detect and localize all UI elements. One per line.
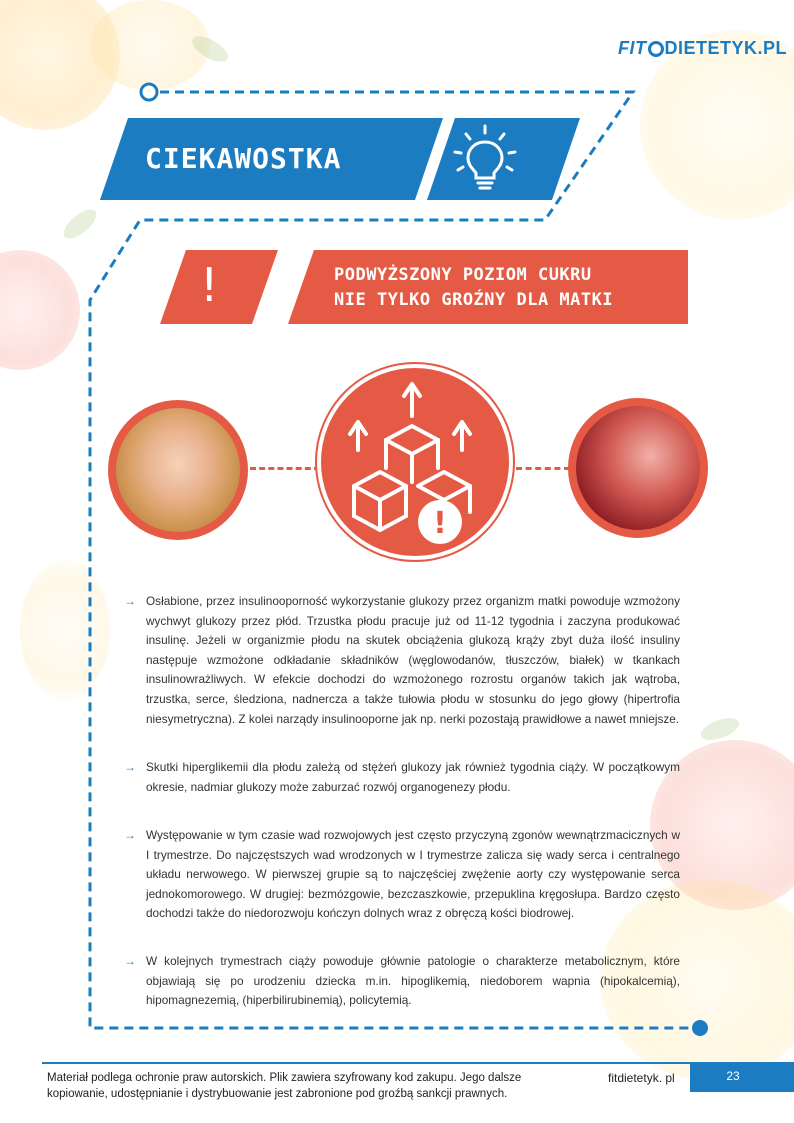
- arrow-right-icon: →: [124, 954, 136, 968]
- dashed-connector-left: [250, 467, 320, 470]
- arrow-right-icon: →: [124, 760, 136, 774]
- copyright-notice: [47, 1070, 547, 1102]
- footer-site-link[interactable]: fitdietetyk. pl: [608, 1071, 675, 1085]
- exclamation-mark: !: [200, 258, 219, 312]
- paragraph-3: [124, 826, 680, 924]
- banner-title: CIEKAWOSTKA: [145, 142, 342, 175]
- fetus-image: [576, 406, 700, 530]
- pregnant-woman-photo: [108, 400, 248, 540]
- paragraph-2: [124, 758, 680, 797]
- paragraph-text: Występowanie w tym czasie wad rozwojowych jest często przyczyną zgonów wewnątrzmacicznych w I trymestrze. Do najczęstszych wad wrodzonych w I trymestrze zalicza się wady serca i centralnego układu nerwowego. W pierwszej grupie są to najczęściej zwężenie aorty czy występowanie serca jednokomorowego. W drugiej: bezmózgowie, bezczaszkowie, przepuklina kręgosłupa. Bardzo często dochodzi także do niedorozwoju kończyn dolnych wraz z obręczą kości biodrowej.: [146, 828, 680, 921]
- page-number: 23: [690, 1062, 794, 1092]
- lightbulb-icon: [450, 122, 520, 194]
- paragraph-text: Osłabione, przez insulinooporność wykorzystanie glukozy przez organizm matki powoduje wzmożony wychwyt glukozy przez płód. Trzustka płodu pracuje już od 11-12 tygodnia i zaczyna produkować insulinę. Jeżeli w organizmie płodu na skutek obciążenia glukozą krąży zbyt duża ilość insuliny następuje wzmożone odkładanie składników (węglowodanów, tłuszczów, białek) w tkankach insulinowrażliwych. W efekcie dochodzi do wzmożonego rozrostu organów takich jak wątroba, trzustka, serce, śledziona, nadnercza a także tułowia płodu w stosunku do jego głowy (hipertrofia niesymetryczna). Z kolei narządy insulinooporne jak np. nerki pozostają prawidłowe a nawet mniejsze.: [146, 594, 680, 726]
- paragraph-text: Skutki hiperglikemii dla płodu zależą od stężeń glukozy jak również tygodnia ciąży. W początkowym okresie, nadmiar glukozy może zaburzać rozwój organogenezy płodu.: [146, 760, 680, 794]
- arrow-right-icon: →: [124, 594, 136, 608]
- headline-line-2: NIE TYLKO GROŹNY DLA MATKI: [334, 290, 614, 310]
- logo-fit-text: FIT: [618, 38, 647, 58]
- dashed-connector-right: [516, 467, 570, 470]
- arrow-right-icon: →: [124, 828, 136, 842]
- svg-text:!: !: [433, 506, 447, 541]
- footer-divider: [42, 1062, 705, 1064]
- paragraph-1: [124, 592, 680, 729]
- woman-face-image: [116, 408, 240, 532]
- growing-cubes-warning-icon: [330, 372, 500, 552]
- paragraph-text: W kolejnych trymestrach ciąży powoduje głównie patologie o charakterze metabolicznym, które objawiają się po urodzeniu dziecka m.in. hipoglikemią, niedoborem wapnia (hipokalcemią), hipomagnezemią, (hiperbilirubinemią), policytemią.: [146, 954, 680, 1008]
- copyright-line-1: Materiał podlega ochronie praw autorskich. Plik zawiera szyfrowany kod zakupu. Jego dalsze: [47, 1072, 522, 1084]
- copyright-line-2: kopiowanie, udostępnianie i dystrybuowanie jest zabronione pod groźbą sankcji prawnych.: [47, 1088, 508, 1100]
- headline-line-1: PODWYŻSZONY POZIOM CUKRU: [334, 265, 592, 285]
- paragraph-4: [124, 952, 680, 1011]
- fetus-photo: [568, 398, 708, 538]
- logo-rest-text: DIETETYK.PL: [664, 38, 788, 58]
- headline-title: [334, 263, 613, 313]
